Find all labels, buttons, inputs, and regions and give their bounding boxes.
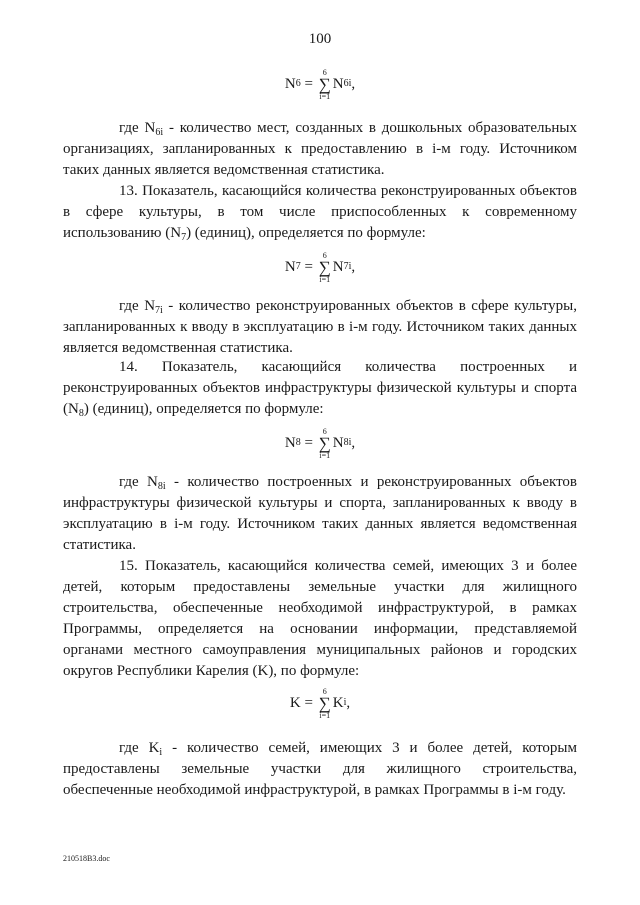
sum-operator	[319, 251, 331, 284]
sum-upper-limit: 6	[322, 686, 327, 696]
sum-operator	[319, 687, 331, 720]
paragraph-text: где N	[119, 120, 156, 136]
paragraph-n7-description	[63, 296, 577, 359]
sum-lower-limit: i=1	[319, 710, 331, 720]
equals-sign: =	[300, 694, 317, 711]
formula-lhs: N	[284, 75, 296, 92]
formula-punctuation: ,	[346, 694, 351, 711]
paragraph-subscript: i	[159, 747, 163, 758]
paragraph-n8-description	[63, 472, 577, 556]
paragraph-text: где K	[119, 740, 160, 756]
paragraph-item-13	[63, 181, 577, 244]
formula-lhs: N	[284, 434, 296, 451]
page-number: 100	[308, 31, 332, 47]
paragraph-text: - количество мест, созданных в дошкольных образовательных организациях, запланированных к предоставлению в i-м году. Источником таких данных является ведомственная статистика.	[63, 120, 577, 178]
paragraph-subscript: 8i	[157, 481, 166, 492]
formula-term: N	[332, 75, 344, 92]
sum-lower-limit: i=1	[319, 274, 331, 284]
paragraph-text: 15. Показатель, касающийся количества семей, имеющих 3 и более детей, которым предоставлены земельные участки для жилищного строительства, обеспеченные необходимой инфраструктурой, в рамках Программы, определяется на основании информации, представляемой органами местного самоуправления муниципальных районов и городских округов Республики Карелия (K), по формуле:	[63, 558, 577, 679]
formula-punctuation: ,	[351, 434, 356, 451]
paragraph-subscript: 6i	[155, 127, 164, 138]
formula-n8: N 8 = 6 ∑ i=1 N 8i ,	[284, 426, 356, 460]
sum-upper-limit: 6	[322, 250, 327, 260]
formula-lhs: K	[289, 694, 301, 711]
equals-sign: =	[300, 434, 317, 451]
formula-lhs: N	[284, 258, 296, 275]
paragraph-subscript: 7i	[155, 305, 163, 316]
sigma-icon: ∑	[318, 74, 331, 94]
sum-upper-limit: 6	[322, 67, 327, 77]
paragraph-text: где N	[119, 474, 158, 490]
formula-n6: N 6 = 6 ∑ i=1 N 6i ,	[284, 67, 356, 101]
sigma-icon: ∑	[318, 257, 331, 277]
sigma-icon: ∑	[318, 693, 331, 713]
paragraph-text: - количество семей, имеющих 3 и более детей, которым предоставлены земельные участки для жилищного строительства, обеспеченные необходимой инфраструктурой, в рамках Программы в i-м году.	[63, 740, 577, 798]
formula-term: N	[332, 434, 344, 451]
paragraph-subscript: 7	[181, 232, 187, 243]
paragraph-text: ) (единиц), определяется по формуле:	[83, 401, 324, 417]
sum-operator	[319, 427, 331, 460]
paragraph-text: - количество построенных и реконструированных объектов инфраструктуры физической культуры и спорта, запланированных к вводу в эксплуатацию в i-м году. Источником таких данных является ведомственная статистика.	[63, 474, 578, 553]
formula-punctuation: ,	[351, 258, 356, 275]
paragraph-n6-description	[63, 118, 577, 181]
formula-term: K	[332, 694, 344, 711]
formula-n7: N 7 = 6 ∑ i=1 N 7i ,	[284, 250, 356, 284]
equals-sign: =	[300, 258, 317, 275]
equals-sign: =	[300, 75, 317, 92]
document-filename: 210518В3.doc	[63, 854, 110, 863]
formula-term: N	[332, 258, 344, 275]
paragraph-text: 13. Показатель, касающийся количества реконструированных объектов в сфере культуры, в том числе приспособленных к современному использованию (N	[63, 183, 577, 241]
paragraph-item-15	[63, 556, 577, 682]
paragraph-text: где N	[119, 298, 156, 314]
paragraph-subscript: 8	[78, 408, 84, 419]
sum-operator	[319, 68, 331, 101]
paragraph-text: - количество реконструированных объектов в сфере культуры, запланированных к вводу в эксплуатацию в i-м году. Источником таких данных является ведомственная статистика.	[63, 298, 578, 356]
formula-k: K = 6 ∑ i=1 K i ,	[289, 686, 351, 720]
sum-lower-limit: i=1	[319, 450, 331, 460]
paragraph-text: ) (единиц), определяется по формуле:	[186, 225, 426, 241]
sum-upper-limit: 6	[322, 426, 327, 436]
sum-lower-limit: i=1	[319, 91, 331, 101]
sigma-icon: ∑	[318, 433, 331, 453]
formula-punctuation: ,	[351, 75, 356, 92]
paragraph-item-14	[63, 357, 577, 420]
paragraph-text: 14. Показатель, касающийся количества построенных и реконструированных объектов инфраструктуры физической культуры и спорта (N	[63, 359, 577, 417]
paragraph-k-description	[63, 738, 577, 801]
